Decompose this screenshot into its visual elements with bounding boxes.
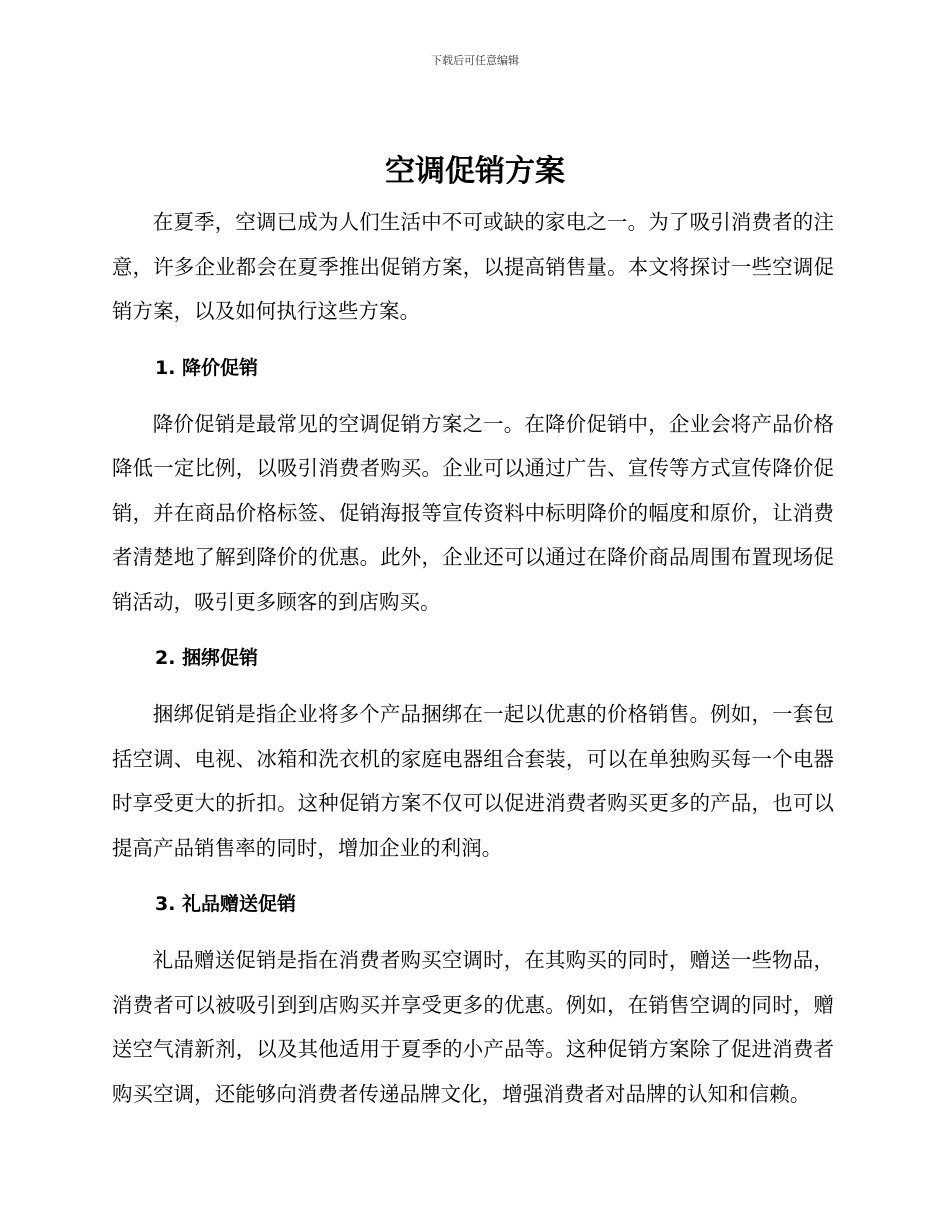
intro-paragraph: 在夏季，空调已成为人们生活中不可或缺的家电之一。为了吸引消费者的注意，许多企业都会在夏季推出促销方案，以提高销售量。本文将探讨一些空调促销方案，以及如何执行这些方案。: [112, 210, 834, 323]
document-body: [112, 200, 834, 1116]
section-heading-price-cut: 1. 降价促销: [155, 356, 259, 379]
spacer: [112, 678, 834, 692]
section-heading-bundle: 2. 捆绑促销: [155, 647, 259, 669]
section-heading-gift: 3. 礼品赠送促销: [155, 893, 297, 915]
spacer: [112, 924, 834, 938]
section-body-gift: 礼品赠送促销是指在消费者购买空调时，在其购买的同时，赠送一些物品，消费者可以被吸引到到店购买并享受更多的优惠。例如，在销售空调的同时，赠送空气清新剂，以及其他适用于夏季的小产品等。这种促销方案除了促进消费者购买空调，还能够向消费者传递品牌文化，增强消费者对品牌的认知和信赖。: [112, 948, 834, 1106]
spacer: [112, 388, 834, 402]
spacer: [112, 334, 834, 348]
spacer: [112, 870, 834, 884]
page-header-note: 下载后可任意编辑: [431, 54, 519, 67]
document-title: 空调促销方案: [385, 154, 565, 189]
section-body-price-cut: 降价促销是最常见的空调促销方案之一。在降价促销中，企业会将产品价格降低一定比例，以吸引消费者购买。企业可以通过广告、宣传等方式宣传降价促销，并在商品价格标签、促销海报等宣传资料中标明降价的幅度和原价，让消费者清楚地了解到降价的优惠。此外，企业还可以通过在降价商品周围布置现场促销活动，吸引更多顾客的到店购买。: [112, 411, 834, 614]
spacer: [112, 624, 834, 638]
section-body-bundle: 捆绑促销是指企业将多个产品捆绑在一起以优惠的价格销售。例如，一套包括空调、电视、冰箱和洗衣机的家庭电器组合套装，可以在单独购买每一个电器时享受更大的折扣。这种促销方案不仅可以促进消费者购买更多的产品，也可以提高产品销售率的同时，增加企业的利润。: [112, 702, 834, 860]
